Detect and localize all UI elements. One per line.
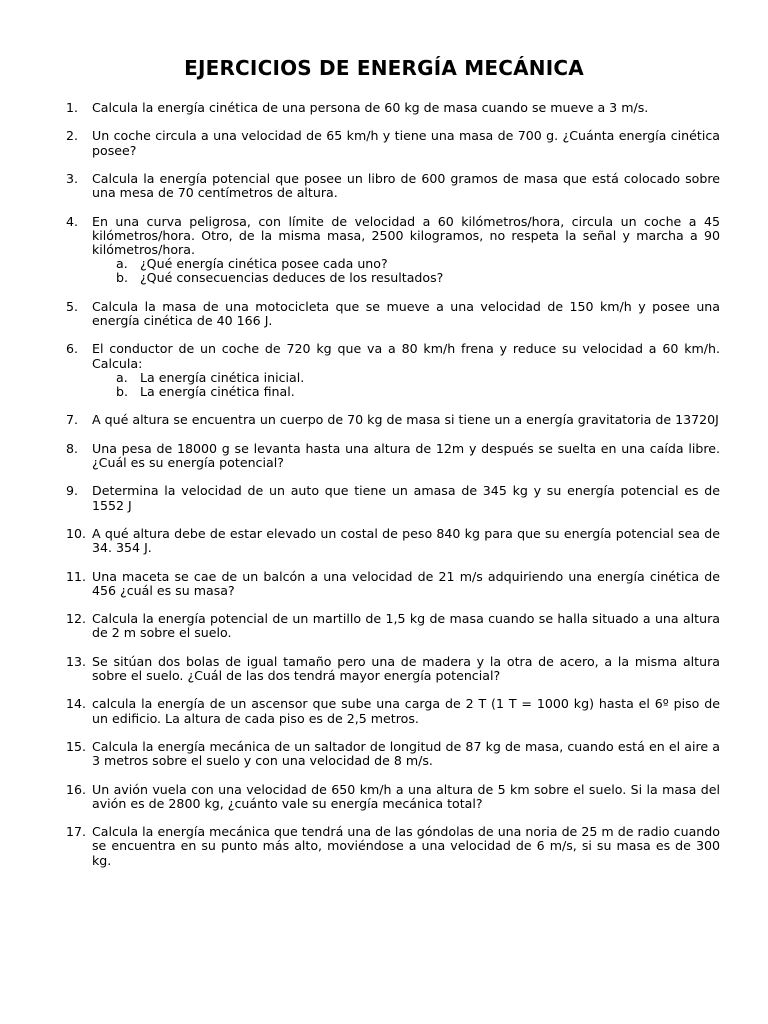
exercise-text: Una pesa de 18000 g se levanta hasta una altura de 12m y después se suelta en una caída libre. ¿Cuál es su energía potencial? bbox=[92, 440, 720, 470]
exercise-number: 9. bbox=[66, 483, 79, 499]
sub-question-letter: a. bbox=[116, 256, 128, 272]
exercise-number: 10. bbox=[66, 525, 87, 541]
sub-question-letter: a. bbox=[116, 369, 128, 385]
exercise-text: Una maceta se cae de un balcón a una velocidad de 21 m/s adquiriendo una energía cinética de 456 ¿cuál es su masa? bbox=[92, 568, 720, 598]
exercise-list bbox=[66, 101, 720, 882]
exercise-number: 8. bbox=[66, 440, 79, 456]
sub-question-list bbox=[116, 371, 720, 399]
exercise-text: Calcula la masa de una motocicleta que se mueve a una velocidad de 150 km/h y posee una energía cinética de 40 166 J. bbox=[92, 298, 720, 328]
exercise-text: Determina la velocidad de un auto que tiene un amasa de 345 kg y su energía potencial es de 1552 J bbox=[92, 483, 720, 513]
sub-question-item bbox=[116, 271, 720, 285]
exercise-text: Calcula la energía cinética de una persona de 60 kg de masa cuando se mueve a 3 m/s. bbox=[92, 100, 649, 115]
exercise-text: Un coche circula a una velocidad de 65 km/h y tiene una masa de 700 g. ¿Cuánta energía cinética posee? bbox=[92, 128, 720, 158]
exercise-number: 6. bbox=[66, 341, 79, 357]
page-title: EJERCICIOS DE ENERGÍA MECÁNICA bbox=[184, 56, 584, 80]
exercise-item bbox=[66, 300, 720, 328]
sub-question-text: La energía cinética inicial. bbox=[140, 369, 305, 385]
exercise-text: Calcula la energía potencial de un martillo de 1,5 kg de masa cuando se halla situado a una altura de 2 m sobre el suelo. bbox=[92, 611, 720, 641]
exercise-item bbox=[66, 215, 720, 286]
exercise-item bbox=[66, 172, 720, 200]
exercise-item bbox=[66, 129, 720, 157]
exercise-item bbox=[66, 527, 720, 555]
exercise-item bbox=[66, 101, 720, 115]
exercise-number: 7. bbox=[66, 412, 79, 428]
exercise-text: Un avión vuela con una velocidad de 650 km/h a una altura de 5 km sobre el suelo. Si la masa del avión es de 2800 kg, ¿cuánto vale su energía mecánica total? bbox=[92, 781, 720, 811]
exercise-number: 17. bbox=[66, 824, 87, 840]
exercise-number: 1. bbox=[66, 100, 79, 115]
exercise-item bbox=[66, 342, 720, 399]
exercise-item bbox=[66, 697, 720, 725]
exercise-number: 16. bbox=[66, 781, 87, 797]
exercise-number: 5. bbox=[66, 298, 79, 314]
sub-question-item bbox=[116, 371, 720, 385]
exercise-text: Calcula la energía potencial que posee un libro de 600 gramos de masa que está colocado sobre una mesa de 70 centímetros de altura. bbox=[92, 170, 720, 201]
exercise-number: 11. bbox=[66, 568, 87, 584]
exercise-text: calcula la energía de un ascensor que sube una carga de 2 T (1 T = 1000 kg) hasta el 6º piso de un edificio. La altura de cada piso es de 2,5 metros. bbox=[92, 696, 720, 726]
sub-question-letter: b. bbox=[116, 270, 128, 286]
sub-question-letter: b. bbox=[116, 383, 128, 399]
exercise-item bbox=[66, 442, 720, 470]
exercise-item bbox=[66, 740, 720, 768]
exercise-text: A qué altura se encuentra un cuerpo de 70 kg de masa si tiene un a energía gravitatoria de 13720J bbox=[92, 412, 719, 428]
exercise-text: Se sitúan dos bolas de igual tamaño pero una de madera y la otra de acero, a la misma altura sobre el suelo. ¿Cuál de las dos tendrá mayor energía potencial? bbox=[92, 653, 720, 683]
sub-question-text: ¿Qué consecuencias deduces de los resultados? bbox=[140, 270, 444, 286]
exercise-text: En una curva peligrosa, con límite de velocidad a 60 kilómetros/hora, circula un coche a 45 kilómetros/hora. Otro, de la misma masa, 2500 kilogramos, no respeta la señal y marcha a 90 kilómetros/hora. bbox=[92, 213, 720, 257]
exercise-number: 4. bbox=[66, 213, 79, 229]
exercise-number: 14. bbox=[66, 696, 87, 712]
exercise-number: 12. bbox=[66, 611, 87, 627]
exercise-text: El conductor de un coche de 720 kg que va a 80 km/h frena y reduce su velocidad a 60 km/h. Calcula: bbox=[92, 341, 720, 371]
exercise-number: 2. bbox=[66, 128, 79, 144]
sub-question-text: ¿Qué energía cinética posee cada uno? bbox=[140, 256, 388, 272]
exercise-item bbox=[66, 655, 720, 683]
exercise-item bbox=[66, 612, 720, 640]
exercise-number: 13. bbox=[66, 653, 87, 669]
sub-question-text: La energía cinética final. bbox=[140, 383, 295, 399]
exercise-item bbox=[66, 783, 720, 811]
exercise-item bbox=[66, 413, 720, 427]
sub-question-item bbox=[116, 257, 720, 271]
exercise-text: Calcula la energía mecánica que tendrá una de las góndolas de una noria de 25 m de radio cuando se encuentra en su punto más alto, moviéndose a una velocidad de 6 m/s, si su masa es de 300 kg. bbox=[92, 824, 720, 868]
exercise-item bbox=[66, 825, 720, 868]
exercise-text: A qué altura debe de estar elevado un costal de peso 840 kg para que su energía potencial sea de 34. 354 J. bbox=[92, 525, 720, 556]
exercise-text: Calcula la energía mecánica de un saltador de longitud de 87 kg de masa, cuando está en el aire a 3 metros sobre el suelo y con una velocidad de 8 m/s. bbox=[92, 738, 720, 769]
exercise-item bbox=[66, 484, 720, 512]
exercise-number: 3. bbox=[66, 170, 79, 186]
exercise-item bbox=[66, 570, 720, 598]
sub-question-item bbox=[116, 385, 720, 399]
sub-question-list bbox=[116, 257, 720, 285]
exercise-number: 15. bbox=[66, 738, 87, 754]
